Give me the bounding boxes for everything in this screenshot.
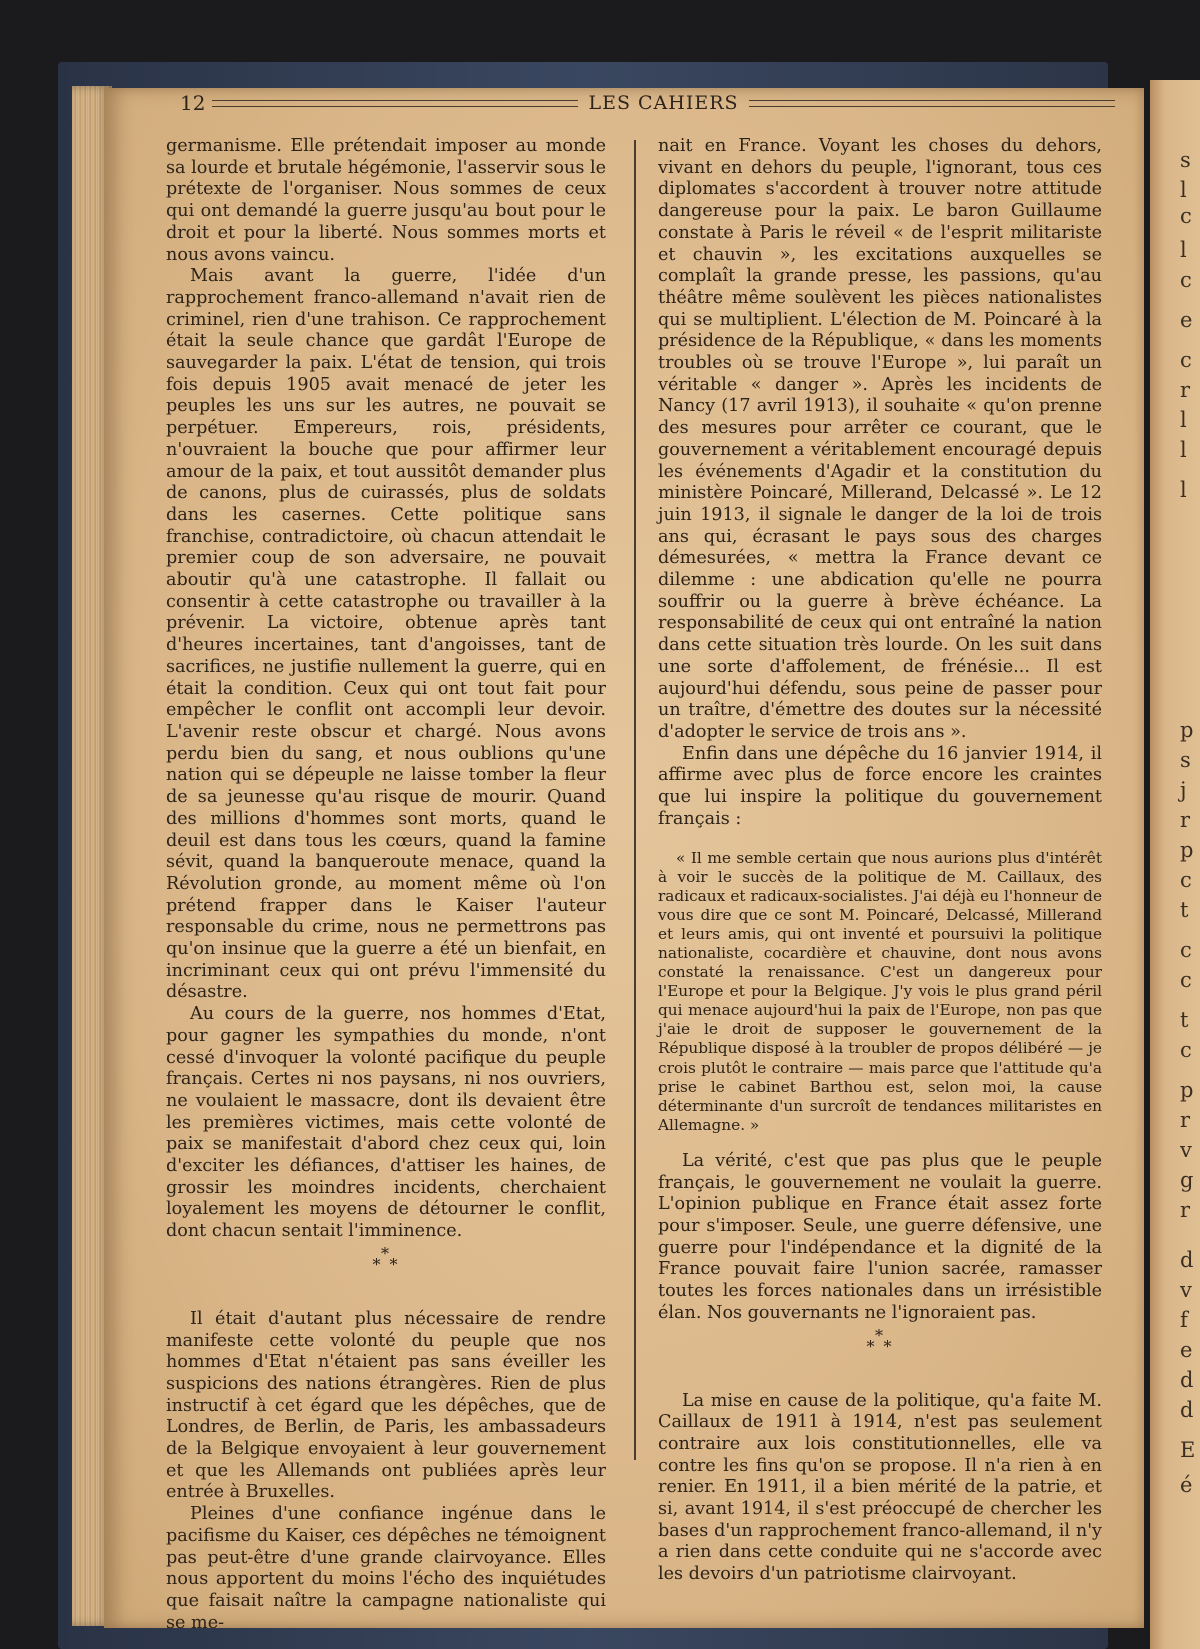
next-page-letter: p bbox=[1180, 1078, 1194, 1102]
next-page-letter: l bbox=[1180, 408, 1187, 432]
next-page-letter: é bbox=[1180, 1473, 1193, 1497]
next-page-letter: t bbox=[1180, 1008, 1189, 1032]
next-page-letter: l bbox=[1180, 478, 1187, 502]
left-column bbox=[166, 136, 606, 1634]
next-page-letter: f bbox=[1180, 1308, 1188, 1332]
paragraph: La vérité, c'est que pas plus que le peuple français, le gouvernement ne voulait la guerre. L'opinion publique en France était assez forte pour s'imposer. Seule, une guerre défensive, une guerre pour l'indépendance et la dignité de la France pouvait faire l'union sacrée, ramasser toutes les forces nationales dans un irrésistible élan. Nos gouvernants ne l'ignoraient pas. bbox=[658, 1150, 1102, 1323]
running-title: LES CAHIERS bbox=[588, 92, 739, 114]
next-page-letter: E bbox=[1180, 1438, 1196, 1462]
paragraph: Mais avant la guerre, l'idée d'un rapprochement franco-allemand n'avait rien de criminel, rien d'une trahison. Ce rapprochement était la seule chance que gardât l'Europe de sauvegarder la paix. L'état de tension, qui trois fois depuis 1905 avait menacé de jeter les peuples les uns sur les autres, ne pouvait se perpétuer. Empereurs, rois, présidents, n'ouvraient la bouche que pour affirmer leur amour de la paix, et tout aussitôt demander plus de canons, plus de cuirassés, plus de soldats dans les casernes. Cette politique sans franchise, contradictoire, où chacun attendait le premier coup de son adversaire, ne pouvait aboutir qu'à une catastrophe. Il fallait ou consentir à cette catastrophe ou travailler à la prévenir. La victoire, obtenue après tant d'heures incertaines, tant d'angoisses, tant de sacrifices, ne justifie nullement la guerre, qui en était la condition. Ceux qui ont tout fait pour empêcher le conflit ont accompli leur devoir. L'avenir reste obscur et chargé. Nous avons perdu bien du sang, et nous oublions qu'une nation qui se dépeuple ne laisse tomber la fleur de sa jeunesse qu'au risque de mourir. Quand des millions d'hommes sont morts, quand le deuil est dans tous les cœurs, quand la famine sévit, quand la banqueroute menace, quand la Révolution gronde, au moment même où l'on prétend frapper dans le Kaiser l'auteur responsable du crime, nous ne permettrons pas qu'on insinue que la guerre a été un bienfait, en incriminant ceux qui ont prévu l'immensité du désastre. bbox=[166, 266, 606, 1003]
next-page-letter: l bbox=[1180, 178, 1187, 202]
next-page-edge bbox=[1150, 80, 1200, 1649]
next-page-letter: v bbox=[1180, 1278, 1192, 1302]
next-page-letter: r bbox=[1180, 378, 1191, 402]
next-page-letter: g bbox=[1180, 1168, 1194, 1192]
next-page-letter: d bbox=[1180, 1248, 1194, 1272]
next-page-letter: c bbox=[1180, 1038, 1192, 1062]
next-page-letter: s bbox=[1180, 148, 1191, 172]
next-page-letter: c bbox=[1180, 938, 1192, 962]
paragraph: nait en France. Voyant les choses du dehors, vivant en dehors du peuple, l'ignorant, tous ces diplomates s'accordent à trouver notre attitude dangereuse pour la paix. Le baron Guillaume constate à Paris le réveil « de l'esprit militariste et chauvin », les excitations auxquelles se complaît la grande presse, les passions, qu'au théâtre même soulèvent les pièces nationalistes qui se multiplient. L'élection de M. Poincaré à la présidence de la République, « dans les moments troubles où se trouve l'Europe », lui paraît un véritable « danger ». Après les incidents de Nancy (17 avril 1913), il souhaite « qu'on prenne des mesures pour arrêter ce courant, que le gouvernement a véritablement encouragé depuis les événements d'Agadir et la constitution du ministère Poincaré, Millerand, Delcassé ». Le 12 juin 1913, il signale le danger de la loi de trois ans qui, écrasant le pays sous des charges démesurées, « mettra la France devant ce dilemme : une abdication qu'elle ne pourra souffrir ou la guerre à brève échéance. La responsabilité de ceux qui ont entraîné la nation dans cette situation très lourde. On les suit dans une sorte d'affolement, de frénésie... Il est aujourd'hui défendu, sous peine de passer pour un traître, d'émettre des doutes sur la nécessité d'adopter le service de trois ans ». bbox=[658, 136, 1102, 742]
page-number: 12 bbox=[180, 91, 206, 115]
next-page-letter: c bbox=[1180, 268, 1192, 292]
running-header bbox=[180, 88, 1115, 118]
next-page-letter: p bbox=[1180, 718, 1194, 742]
section-separator: * * * bbox=[372, 1243, 400, 1274]
paragraph: Pleines d'une confiance ingénue dans le pacifisme du Kaiser, ces dépêches ne témoignent pas peut-être d'une grande clairvoyance. Elles nous apportent du moins l'écho des inquiétudes que faisait naître la campagne nationaliste qui se me- bbox=[166, 1504, 606, 1633]
next-page-letter: e bbox=[1180, 1338, 1193, 1362]
next-page-letter: c bbox=[1180, 968, 1192, 992]
paragraph: Au cours de la guerre, nos hommes d'Etat, pour gagner les sympathies du monde, n'ont cessé d'invoquer la volonté pacifique du peuple français. Certes ni nos paysans, ni nos ouvriers, ne voulaient le massacre, dont ils devaient être les premières victimes, mais cette volonté de paix se manifestait d'abord chez ceux qui, loin d'exciter les défiances, d'attiser les haines, de grossir les moindres incidents, cherchaient loyalement les moyens de détourner le conflit, dont chacun sentait l'imminence. bbox=[166, 1004, 606, 1242]
column-divider bbox=[634, 140, 636, 1460]
next-page-letter: c bbox=[1180, 348, 1192, 372]
block-quote: « Il me semble certain que nous aurions plus d'intérêt à voir le succès de la politique de M. Caillaux, des radicaux et radicaux-socialistes. J'ai déjà eu l'honneur de vous dire que ce sont M. Poincaré, Delcassé, Millerand et leurs amis, qui ont inventé et poursuivi la politique nationaliste, cocardière et chauvine, dont nous avons constaté la renaissance. C'est un dangereux pour l'Europe et pour la Belgique. J'y vois le plus grand péril qui menace aujourd'hui la paix de l'Europe, non pas que j'aie le droit de supposer le gouvernement de la République disposé à la troubler de propos délibéré — je crois plutôt le contraire — mais parce que l'attitude qu'a prise le cabinet Barthou est, selon moi, la cause déterminante d'un surcroît de tendances militaristes en Allemagne. » bbox=[658, 848, 1102, 1134]
header-rule-left bbox=[212, 100, 578, 107]
next-page-letter: c bbox=[1180, 868, 1192, 892]
next-page-letter: c bbox=[1180, 204, 1192, 228]
next-page-letter: j bbox=[1180, 778, 1187, 802]
next-page-letter: s bbox=[1180, 748, 1191, 772]
next-page-letter: p bbox=[1180, 838, 1194, 862]
next-page-letter: r bbox=[1180, 1108, 1191, 1132]
next-page-letter: r bbox=[1180, 1198, 1191, 1222]
next-page-letter: v bbox=[1180, 1138, 1192, 1162]
next-page-letter: t bbox=[1180, 898, 1189, 922]
next-page-letter: d bbox=[1180, 1368, 1194, 1392]
next-page-letter: l bbox=[1180, 438, 1187, 462]
paragraph: Il était d'autant plus nécessaire de rendre manifeste cette volonté du peuple que nos hommes d'Etat n'étaient pas sans éveiller les suspicions des nations étrangères. Rien de plus instructif à cet égard que les dépêches, que de Londres, de Berlin, de Paris, les ambassadeurs de la Belgique envoyaient à leur gouvernement et que les Allemands ont publiées après leur entrée à Bruxelles. bbox=[166, 1308, 606, 1503]
next-page-letter: l bbox=[1180, 238, 1187, 262]
header-rule-right bbox=[749, 100, 1115, 107]
paragraph: germanisme. Elle prétendait imposer au monde sa lourde et brutale hégémonie, l'asservir sous le prétexte de l'organiser. Nous sommes de ceux qui ont demandé la guerre jusqu'au bout pour le droit et pour la liberté. Nous sommes morts et nous avons vaincu. bbox=[166, 136, 606, 265]
next-page-letter: r bbox=[1180, 808, 1191, 832]
next-page-letter: d bbox=[1180, 1398, 1194, 1422]
paragraph: Enfin dans une dépêche du 16 janvier 1914, il affirme avec plus de force encore les craintes que lui inspire la politique du gouvernement français : bbox=[658, 743, 1102, 829]
paragraph: La mise en cause de la politique, qu'a faite M. Caillaux de 1911 à 1914, n'est pas seulement contraire aux lois constitutionnelles, elle va contre les fins qu'on se propose. Il n'a rien à en renier. En 1911, il a bien mérité de la patrie, et si, avant 1914, il s'est préoccupé de chercher les bases d'un rapprochement franco-allemand, il n'y a rien dans cette conduite qui ne s'accorde avec les devoirs d'un patriotisme clairvoyant. bbox=[658, 1390, 1102, 1585]
section-separator: * * * bbox=[866, 1325, 894, 1356]
right-column bbox=[658, 136, 1102, 1586]
next-page-letter: e bbox=[1180, 308, 1193, 332]
